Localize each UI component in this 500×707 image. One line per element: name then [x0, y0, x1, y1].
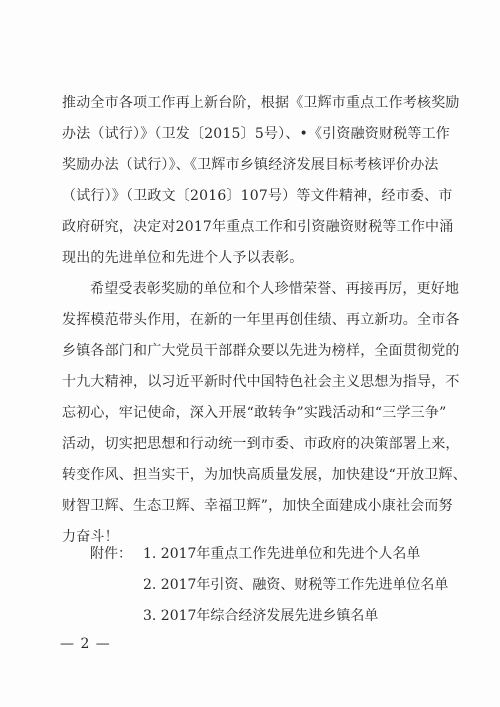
paragraph-1-line-6: 现出的先进单位和先进个人予以表彰。: [62, 250, 304, 266]
paragraph-1-line-1: 推动全市各项工作再上新台阶，根据《卫辉市重点工作考核奖励: [62, 95, 460, 111]
paragraph-2-line-2: 发挥模范带头作用，在新的一年里再创佳绩、再立新功。全市各: [62, 312, 460, 328]
paragraph-2-line-7: 转变作风、担当实干，为加快高质量发展，加快建设“开放卫辉、: [62, 467, 467, 483]
paragraph-2-line-1: 希望受表彰奖励的单位和个人珍惜荣誉、再接再厉，更好地: [90, 281, 460, 297]
paragraph-2-line-4: 十九大精神，以习近平新时代中国特色社会主义思想为指导，不: [62, 374, 460, 390]
paragraph-2-line-3: 乡镇各部门和广大党员干部群众要以先进为榜样，全面贯彻党的: [62, 343, 460, 359]
paragraph-1-line-2: 办法（试行）》（卫发〔2015〕5号）、•《引资融资财税等工作: [62, 126, 450, 142]
paragraph-2-line-8: 财智卫辉、生态卫辉、幸福卫辉”，加快全面建成小康社会而努: [62, 498, 453, 514]
paragraph-1-line-5: 政府研究，决定对2017年重点工作和引资融资财税等工作中涌: [62, 219, 454, 235]
paragraph-1-line-4: （试行）》（卫政文〔2016〕107号）等文件精神，经市委、市: [62, 188, 453, 204]
paragraph-2-line-6: 活动，切实把思想和行动统一到市委、市政府的决策部署上来，: [62, 436, 460, 452]
paragraph-2-line-5: 忘初心，牢记使命，深入开展“敢转争”实践活动和“三学三争”: [62, 405, 447, 421]
paragraph-1-line-3: 奖励办法（试行）》、《卫辉市乡镇经济发展目标考核评价办法: [62, 157, 439, 173]
attachment-item-1: 1. 2017年重点工作先进单位和先进个人名单: [143, 546, 421, 562]
paragraph-2-line-9: 力奋斗！: [62, 529, 119, 545]
attachments-label: 附件：: [90, 546, 132, 562]
attachment-item-3: 3. 2017年综合经济发展先进乡镇名单: [143, 608, 379, 624]
attachment-item-2: 2. 2017年引资、融资、财税等工作先进单位名单: [143, 577, 449, 593]
page-number: — 2 —: [60, 636, 111, 652]
